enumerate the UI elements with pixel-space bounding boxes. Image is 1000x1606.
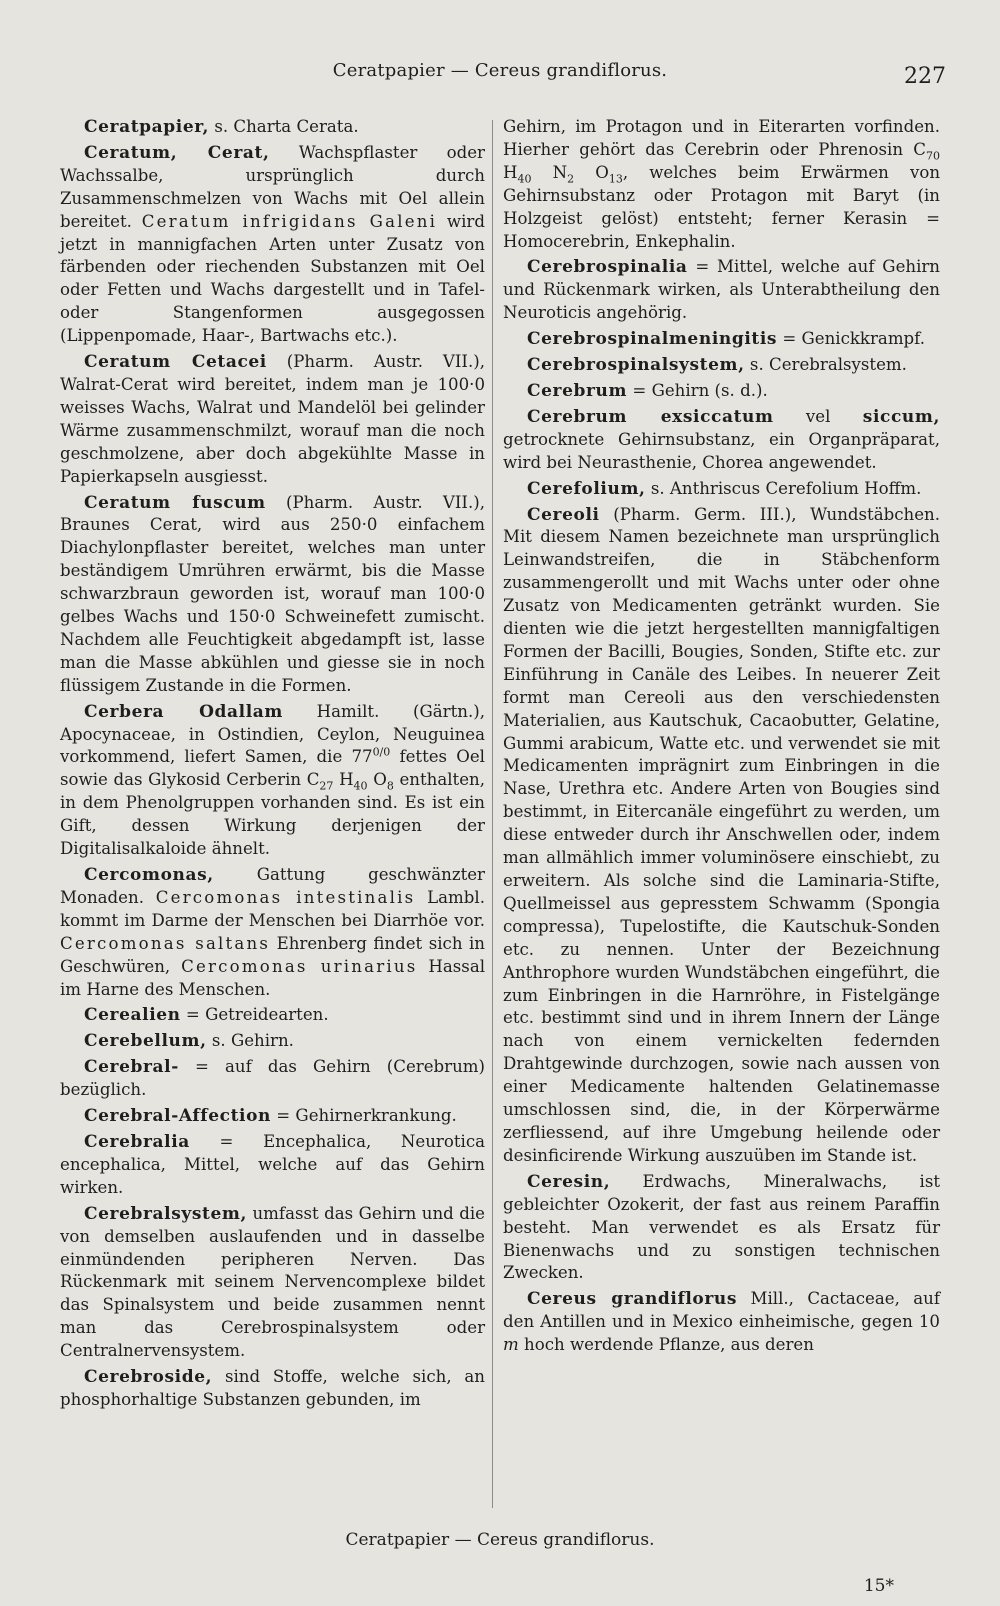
entry-text: (Pharm. Austr. VII.), Walrat-Cerat wird bereitet, indem man je 100·0 weisses Wachs, Walrat und Mandelöl bei gelinder Wärme zusammenschmilzt, worauf man die noch geschmolzene, aber doch abgekühlte Masse in Papierkapseln ausgiesst.	[60, 352, 485, 486]
entry-text: wird jetzt in mannigfachen Arten unter Zusatz von färbenden oder riechenden Substanzen mit Oel oder Fetten und Wachs dargestellt und in Tafel- oder Stangenformen ausgegossen (Lippenpomade, Haar-, Bartwachs etc.).	[60, 211, 485, 346]
entry-text: Hassal im Harne des Menschen.	[60, 956, 486, 999]
entry-text: , welches beim Erwärmen von Gehirnsubstanz oder Protagon mit Baryt (in Holzgeist gelöst) entsteht; ferner Kerasin = Homocerebrin, Enkephalin.	[503, 162, 941, 251]
unit-meter: m	[503, 1335, 519, 1355]
headword: Cereoli	[527, 504, 600, 525]
entry-text: umfasst das Gehirn und die von demselben auslaufenden und in dasselbe einmündenden peripheren Nerven. Das Rückenmark mit seinem Nervencomplexe bildet das Spinalsystem und beide zusammen nennt man das Cerebrospinalsystem oder Centralnervensystem.	[60, 1203, 485, 1361]
headword: Cerebroside,	[84, 1367, 213, 1388]
formula-subscript: 27	[319, 779, 334, 793]
column-rule	[492, 120, 493, 1508]
spaced-term: Cercomonas intestinalis	[155, 887, 416, 907]
entry-text: vel	[773, 406, 863, 426]
entry-text: Erdwachs, Mineralwachs, ist gebleichter Ozokerit, der fast aus reinem Paraffin besteht. Man verwendet es als Ersatz für Bienenwachs und zu sonstigen technischen Zwecken.	[503, 1171, 940, 1283]
formula-subscript: 40	[517, 172, 532, 186]
entry-cerebral	[60, 1056, 485, 1102]
entry-text: s. Charta Cerata.	[209, 117, 359, 136]
right-column	[503, 116, 940, 1360]
entry-text: Wachspflaster oder Wachssalbe, ursprünglich durch Zusammenschmelzen von Wachs mit Oel allein bereitet.	[60, 142, 485, 231]
entry-cerebrum	[503, 380, 940, 403]
page-number: 227	[904, 64, 946, 89]
running-footer: Ceratpapier — Cereus grandiflorus.	[345, 1530, 655, 1550]
entry-text: s. Anthriscus Cerefolium Hoffm.	[645, 478, 922, 498]
formula-element: N	[531, 162, 568, 182]
entry-text: = Gehirn (s. d.).	[627, 380, 768, 400]
entry-cerebralia	[60, 1131, 485, 1200]
entry-cerefolium	[503, 478, 940, 501]
headword: Cerebral-	[84, 1057, 179, 1078]
headword: Cerebrum	[527, 380, 628, 401]
entry-text: (Pharm. Germ. III.), Wundstäbchen. Mit diesem Namen bezeichnete man ursprünglich Leinwandstreifen, die in Stäbchenform zusammengerollt und mit Wachs unter oder ohne Zusatz von Medicamenten getränkt wurden. Sie dienten wie die jetzt hergestellten mannigfaltigen Formen der Bacilli, Bougies, Sonden, Stifte etc. zur Einführung in Canäle des Leibes. In neuerer Zeit formt man Cereoli aus den verschiedensten Materialien, aus Kautschuk, Cacaobutter, Gelatine, Gummi arabicum, Watte etc. und verwendet sie mit Medicamenten imprägnirt zum Einbringen in die Nase, Urethra etc. Andere Arten von Bougies sind bestimmt, in Eitercanäle eingeführt zu werden, um diese entweder durch ihr Anschwellen oder, indem man allmählich immer voluminösere einschiebt, zu erweitern. Als solche sind die Laminaria-Stifte, Quellmeissel aus gepresstem Schwamm (Spongia compressa), Tupelostifte, die Kautschuk-Sonden etc. zu nennen. Unter der Bezeichnung Anthrophore wurden Wundstäbchen eingeführt, die zum Einbringen in die Harnröhre, in Fistelgänge etc. bestimmt sind und in ihrem Innern der Länge nach von einem vernickelten federnden Drahtgewinde durchzogen, sowie nach aussen von einer Medicamente haltenden Gelatinemasse umschlossen sind, die, in der Körperwärme zerfliessend, auf ihre Umgebung heilende oder desinficirende Wirkung auszuüben im Stande ist.	[503, 504, 940, 1165]
formula-subscript: 13	[608, 172, 623, 186]
headword: Cerebral-Affection	[84, 1106, 271, 1127]
entry-cerebrum-exsiccatum	[503, 406, 940, 475]
headword: Cerefolium,	[527, 478, 646, 499]
formula-subscript: 2	[567, 172, 575, 186]
formula-subscript: 40	[353, 779, 368, 793]
entry-cerebrospinalia	[503, 256, 940, 325]
entry-text: = Genickkrampf.	[777, 329, 925, 349]
entry-cerebrospinalsystem	[503, 354, 940, 377]
headword: Cerebrospinalmeningitis	[527, 329, 778, 350]
headword: Cerebrospinalia	[527, 257, 688, 278]
entry-text: = Encephalica, Neurotica encephalica, Mittel, welche auf das Gehirn wirken.	[60, 1131, 485, 1197]
entry-cerebralsystem	[60, 1203, 485, 1363]
spaced-term: Cercomonas urinarius	[181, 956, 418, 976]
entry-cerbera-odallam	[60, 701, 485, 861]
formula-element: O	[574, 162, 609, 182]
entry-text: Gattung geschwänzter Monaden.	[60, 865, 485, 907]
entry-text: fettes Oel sowie das Glykosid Cerberin C	[60, 747, 485, 790]
entry-cerebroside-continued	[503, 116, 940, 253]
entry-text: s. Gehirn.	[206, 1031, 294, 1051]
entry-text: Ehrenberg findet sich in Geschwüren,	[60, 933, 485, 976]
headword: Cereus grandiflorus	[527, 1289, 738, 1310]
entry-text: Lambl. kommt im Darme der Menschen bei Diarrhöe vor.	[60, 887, 485, 930]
spaced-term: Ceratum infrigidans Galeni	[141, 211, 438, 231]
headword: siccum,	[862, 406, 940, 427]
entry-cereus-grandiflorus	[503, 1288, 940, 1357]
headword: Cerealien	[84, 1005, 181, 1026]
entry-text: Mill., Cactaceae, auf den Antillen und in Mexico einheimische, gegen 10	[503, 1289, 940, 1332]
entry-text: = Getreidearten.	[180, 1005, 329, 1025]
entry-text: s. Cerebralsystem.	[744, 355, 907, 375]
entry-text: Gehirn, im Protagon und in Eiterarten vorfinden. Hierher gehört das Cerebrin oder Phrenosin C	[503, 117, 940, 159]
entry-cerebellum	[60, 1030, 485, 1053]
headword: Cerbera Odallam	[84, 701, 283, 722]
formula-element: H	[503, 162, 518, 182]
entry-ceratum-fuscum	[60, 492, 485, 698]
entry-text: enthalten, in dem Phenolgruppen vorhanden sind. Es ist ein Gift, dessen Wirkung derjenigen der Digitalisalkaloide ähnelt.	[60, 770, 485, 859]
entry-text: sind Stoffe, welche sich, an phosphorhaltige Substanzen gebunden, im	[60, 1367, 485, 1409]
headword: Cerebrospinalsystem,	[527, 355, 745, 376]
entry-text: = auf das Gehirn (Cerebrum) bezüglich.	[60, 1057, 485, 1100]
entry-text: (Pharm. Austr. VII.), Braunes Cerat, wird aus 250·0 einfachem Diachylonpflaster bereitet, welches man unter beständigem Umrühren erwärmt, bis die Masse schwarzbraun geworden ist, worauf man 100·0 gelbes Wachs und 150·0 Schweinefett zumischt. Nachdem alle Feuchtigkeit abgedampft ist, lasse man die Masse abkühlen und giesse sie in noch flüssigem Zustande in die Formen.	[60, 492, 485, 695]
entry-text: Hamilt. (Gärtn.), Apocynaceae, in Ostindien, Ceylon, Neuguinea vorkommend, liefert Samen, die 77	[60, 701, 485, 767]
entry-cereoli	[503, 504, 940, 1168]
entry-cerebral-affection	[60, 1105, 485, 1128]
percent-sign: 0/0	[372, 745, 391, 759]
signature-mark: 15*	[863, 1576, 894, 1596]
headword: Cerebrum exsiccatum	[527, 406, 774, 427]
entry-text: = Gehirnerkrankung.	[270, 1106, 457, 1126]
entry-ceratpapier	[60, 116, 485, 139]
headword: Cerebellum,	[84, 1031, 207, 1052]
headword: Ceratum fuscum	[84, 492, 266, 513]
headword: Cerebralia	[84, 1131, 190, 1152]
entry-cerebrospinalmeningitis	[503, 328, 940, 351]
headword: Ceratpapier,	[84, 117, 210, 137]
entry-ceresin	[503, 1171, 940, 1286]
entry-text: = Mittel, welche auf Gehirn und Rückenmark wirken, als Unterabtheilung den Neuroticis angehörig.	[503, 257, 940, 323]
headword: Ceresin,	[527, 1171, 611, 1192]
header-title: Ceratpapier — Cereus grandiflorus.	[332, 60, 668, 81]
running-header	[0, 58, 1000, 88]
spaced-term: Cercomonas saltans	[60, 933, 271, 953]
headword: Cerebralsystem,	[84, 1203, 248, 1224]
formula-element: H	[333, 770, 354, 790]
left-column	[60, 116, 485, 1415]
headword: Ceratum, Cerat,	[84, 142, 270, 163]
formula-subscript: 8	[386, 779, 394, 793]
entry-text: getrocknete Gehirnsubstanz, ein Organpräparat, wird bei Neurasthenie, Chorea angewendet.	[503, 429, 940, 472]
entry-cerebroside	[60, 1366, 485, 1412]
headword: Ceratum Cetacei	[84, 352, 267, 373]
entry-cerealien	[60, 1004, 485, 1027]
entry-text: hoch werdende Pflanze, aus deren	[518, 1335, 814, 1355]
formula-subscript: 70	[926, 149, 940, 163]
formula-element: O	[367, 770, 387, 790]
headword: Cercomonas,	[84, 865, 214, 885]
entry-cercomonas	[60, 864, 485, 1001]
entry-ceratum-cetacei	[60, 351, 485, 488]
entry-ceratum	[60, 142, 485, 348]
